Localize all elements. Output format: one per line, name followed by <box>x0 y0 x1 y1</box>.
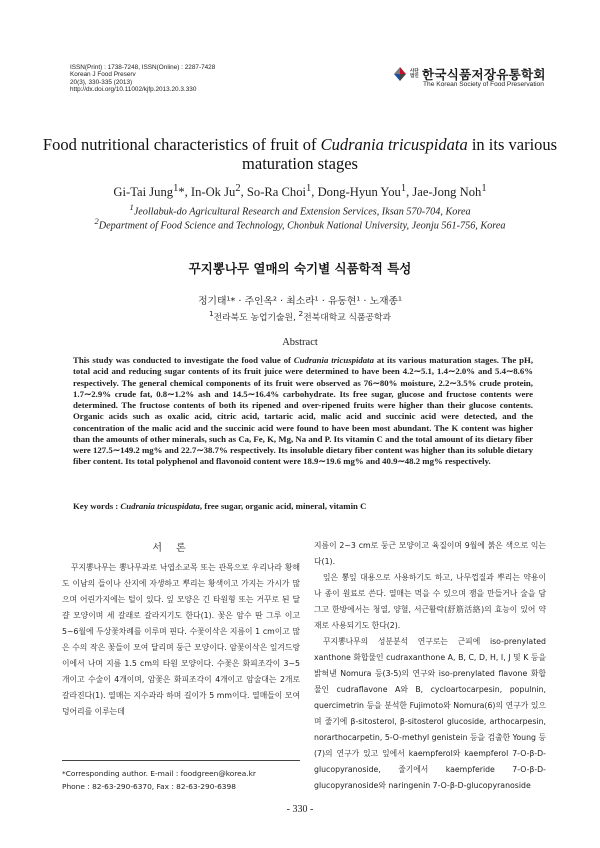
affiliation-1: $^1$Jeollabuk-do Agricultural Research and Extension Services, Iksan 570-704, Korea <box>129 202 471 218</box>
society-prefix: 사단 법인 <box>410 68 419 78</box>
keywords-species: Cudrania tricuspidata <box>120 501 200 511</box>
author: , Dong-Hyun You <box>311 185 401 200</box>
right-column <box>314 538 546 794</box>
author: , In-Ok Ju <box>184 185 236 200</box>
issn-line: ISSN(Print) : 1738-7248, ISSN(Online) : 2287-7428 <box>70 64 216 71</box>
author: Gi-Tai Jung <box>113 185 174 200</box>
korean-authors: 정기태¹* · 주인옥² · 최소라¹ · 유동현¹ · 노재종¹ <box>198 296 402 307</box>
author: , So-Ra Choi <box>240 185 307 200</box>
corresponding-email: *Corresponding author. E-mail : foodgreen@korea.kr <box>62 769 256 778</box>
society-name: 한국식품저장유통학회 <box>422 67 546 82</box>
section-heading-intro: 서론 <box>152 543 200 554</box>
author-list: Gi-Tai Jung$^1$*, In-Ok Ju$^2$, So-Ra Choi$^1$, Dong-Hyun You$^1$, Jae-Jong Noh$^1$ <box>113 183 487 200</box>
author: , Jae-Jong Noh <box>406 185 482 200</box>
korean-affiliations: $^1$전라북도 농업기술원, $^2$전북대학교 식품공학과 <box>209 309 391 323</box>
corresponding-author-note <box>62 767 256 793</box>
corresponding-phone: Phone : 82-63-290-6370, Fax : 82-63-290-6398 <box>62 782 236 791</box>
volume-line: 20(3), 330-335 (2013) <box>70 78 133 86</box>
paragraph: 꾸지뽕나무의 성분분석 연구로는 근피에 iso-prenylated xanthone 화합물인 cudraxanthone A, B, C, D, H, I, J 및 K 등을 밝혀낸 Nomura 등(3-5)의 연구와 iso-prenylated flavone 화합물인 cudraflavone A와 B, cycloartocarpesin, populnin, quercimetrin 등을 분석한 Fujimoto와 Nomura(6)의 연구가 있으며 줄기에 β-sitosterol, β-sitosterol glucoside, arthocarpesin, norarthocarpetin, 5-O-methyl genistein 등을 검출한 Young 등(7)의 연구가 있고 잎에서 kaempferol와 kaempferol 7-O-β-D-glucopyranoside, 줄기에서 kaempferide 7-O-β-D-glucopyranoside와 naringenin 7-O-β-D-glucopyranoside <box>314 637 546 790</box>
korean-title: 꾸지뽕나무 열매의 숙기별 식품학적 특성 <box>188 261 412 276</box>
left-column <box>62 560 300 720</box>
journal-meta <box>70 64 215 94</box>
title-species: Cudrania tricuspidata <box>320 135 468 154</box>
page-number: - 330 - <box>286 804 314 815</box>
abstract-heading: Abstract <box>282 337 318 348</box>
paragraph: 지름이 2~3 cm로 둥근 모양이고 육질이며 9월에 붉은 색으로 익는다(1). <box>314 541 546 566</box>
abstract-species: Cudrania tricuspidata <box>293 355 374 365</box>
keywords-label: Key words : <box>73 501 121 511</box>
journal-name: Korean J Food Preserv <box>70 71 136 79</box>
doi-link[interactable]: http://dx.doi.org/10.11002/kjfp.2013.20.3.330 <box>70 86 197 94</box>
footnote-divider <box>62 760 300 761</box>
paragraph: 잎은 뽕잎 대용으로 사용하기도 하고, 나무껍질과 뿌리는 약용이나 종이 원료로 쓴다. 열매는 먹을 수 있으며 잼을 만들거나 술을 담그고 한방에서는 청열, 양혈, 서근활락(舒筋活絡)의 효능이 있어 약재로 사용되기도 한다(2). <box>314 573 546 630</box>
keywords: Key words : Cudrania tricuspidata, free sugar, organic acid, mineral, vitamin C <box>73 501 367 511</box>
paper-title: Food nutritional characteristics of fruit of Cudrania tricuspidata in its various maturation stages <box>42 135 558 173</box>
affiliation-2: $^2$Department of Food Science and Technology, Chonbuk National University, Jeonju 561-756, Korea <box>94 216 506 232</box>
society-name-en: The Korean Society of Food Preservation <box>423 81 544 88</box>
society-logo-icon <box>392 66 408 82</box>
paragraph: 꾸지뽕나무는 뽕나무과로 낙엽소교목 또는 관목으로 우리나라 황해도 이남의 들이나 산지에 자생하고 뿌리는 황색이고 가지는 가시가 많으며 어린가지에는 털이 있다. 잎 모양은 긴 타원형 또는 거꾸로 된 달걀 모양이며 세 갈래로 갈라지기도 한다(1). 꽃은 암수 딴 그루 이고 5~6월에 두상꽃차례를 이루며 핀다. 수꽃이삭은 지름이 1 cm이고 많은 수의 작은 꽃들이 모여 달리며 둥근 모양이다. 암꽃이삭은 잎겨드랑이에서 나며 지름 1.5 cm의 타원 모양이다. 수꽃은 화피조각이 3~5개이고 수술이 4개이며, 암꽃은 화피조각이 4개이고 암술대는 2개로 갈라진다(1). 열매는 지수과라 하며 길이가 5 mm이다. 열매들이 모여 덩어리를 이루는데 <box>62 563 300 716</box>
abstract-text: This study was conducted to investigate the food value of Cudrania tricuspidata at its various maturation stages. The pH, total acid and reducing sugar contents of its fruit juice were determined to have been 4.2∼5.1, 1.4∼2.0% and 5.4∼8.6% respectively. The general chemical components of its fruit were observed as 76∼80% moisture, 2.2∼3.5% crude protein, 1.7∼2.9% crude fat, 0.8∼1.2% ash and 14.5∼16.4% carbohydrate. Its free sugar, glucose and fructose contents were determined. The fructose contents of both its ripened and over-ripened fruits were higher than their glucose contents. Organic acids such as oxalic acid, citric acid, tartaric acid, malic acid and succinic acid were detected, and the concentration of the malic acid and the succinic acid were found to have been most abundant. The K content was higher than the amounts of other minerals, such as Ca, Fe, K, Mg, Na and P. Its vitamin C and the total amount of its dietary fiber were 127.5∼149.2 mg% and 22.7∼38.7% respectively. Its insoluble dietary fiber content was higher than its soluble dietary fiber content. Its total polyphenol and flavonoid content were 18.9∼19.6 mg% and 40.9∼48.2 mg% respectively. <box>73 355 534 467</box>
